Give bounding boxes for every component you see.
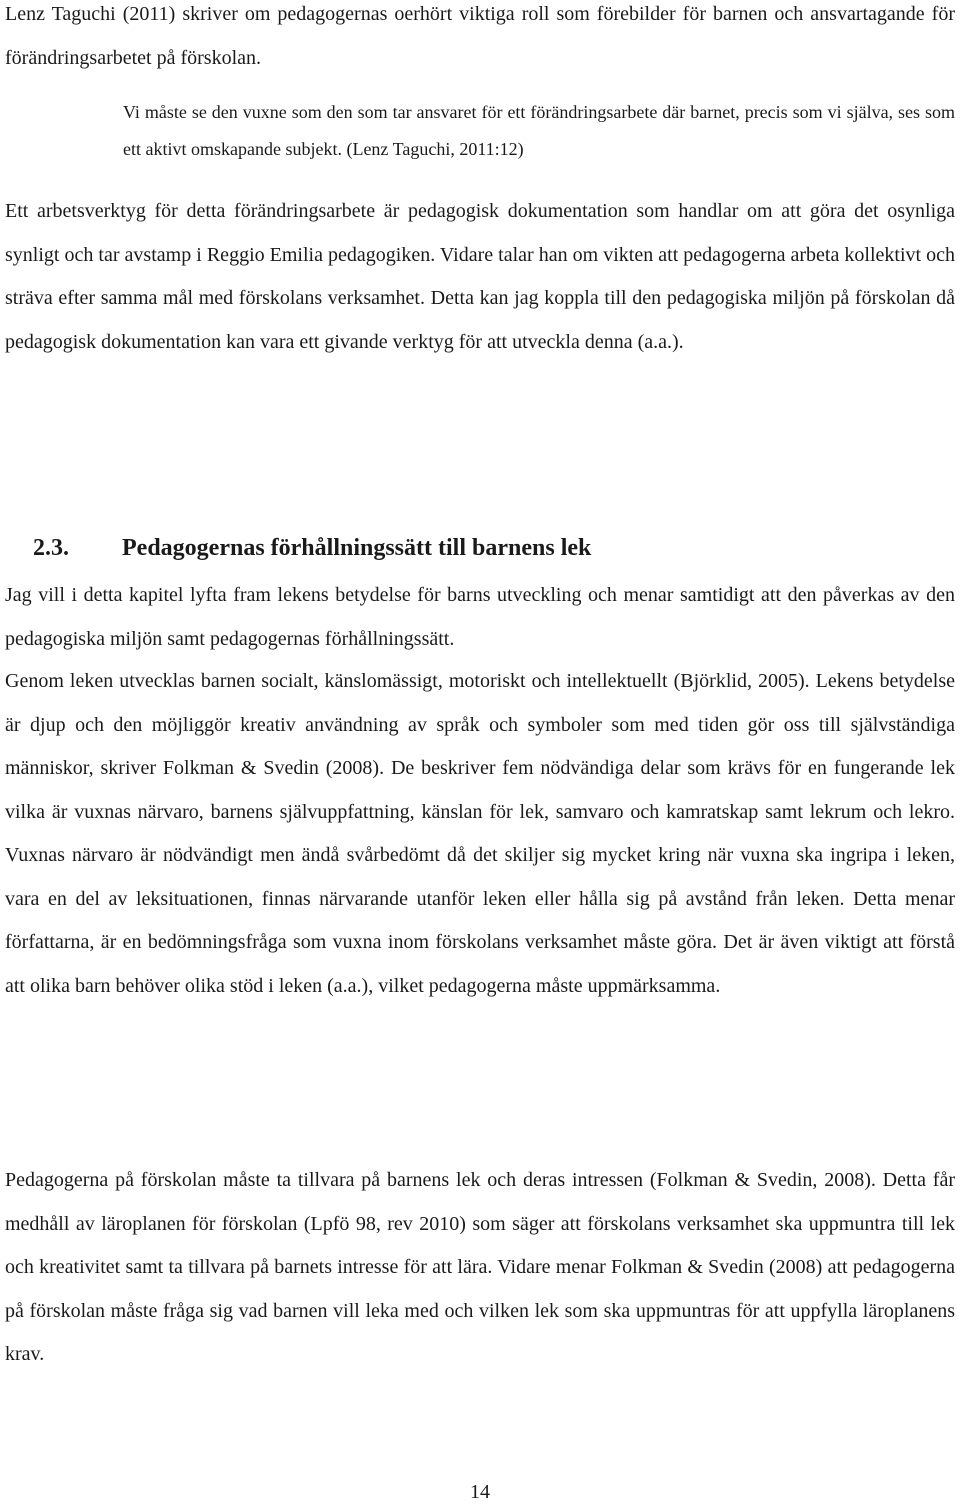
section-number: 2.3.	[33, 535, 69, 561]
paragraph-chapter-intro: Jag vill i detta kapitel lyfta fram lekens betydelse för barns utveckling och menar samtidigt att den påverkas av den pedagogiska miljön samt pedagogernas förhållningssätt.	[5, 584, 955, 650]
paragraph-curriculum: Pedagogerna på förskolan måste ta tillvara på barnens lek och deras intressen (Folkman & Svedin, 2008). Detta får medhåll av läroplanen för förskolan (Lpfö 98, rev 2010) som säger att förskolans verksamhet ska uppmuntra till lek och kreativitet samt ta tillvara på barnets intresse för att lära. Vidare menar Folkman & Svedin (2008) att pedagogerna på förskolan måste fråga sig vad barnen vill leka med och vilken lek som ska uppmuntras för att uppfylla läroplanens krav.	[5, 1169, 955, 1365]
paragraph-documentation: Ett arbetsverktyg för detta förändringsarbete är pedagogisk dokumentation som handlar om att göra det osynliga synligt och tar avstamp i Reggio Emilia pedagogiken. Vidare talar han om vikten att pedagogerna arbeta kollektivt och sträva efter samma mål med förskolans verksamhet. Detta kan jag koppla till den pedagogiska miljön på förskolan då pedagogisk dokumentation kan vara ett givande verktyg för att utveckla denna (a.a.).	[5, 200, 955, 353]
page-number: 14	[470, 1481, 490, 1503]
paragraph-play: Genom leken utvecklas barnen socialt, känslomässigt, motoriskt och intellektuellt (Björklid, 2005). Lekens betydelse är djup och den möjliggör kreativ användning av språk och symboler som med tiden gör oss till självständiga människor, skriver Folkman & Svedin (2008). De beskriver fem nödvändiga delar som krävs för en fungerande lek vilka är vuxnas närvaro, barnens självuppfattning, känslan för lek, samvaro och kamratskap samt lekrum och lekro. Vuxnas närvaro är nödvändigt men ändå svårbedömt då det skiljer sig mycket kring när vuxna ska ingripa i leken, vara en del av leksituationen, finnas närvarande utanför leken eller hålla sig på avstånd från leken. Detta menar författarna, är en bedömningsfråga som vuxna inom förskolans verksamhet måste göra. Det är även viktigt att förstå att olika barn behöver olika stöd i leken (a.a.), vilket pedagogerna måste uppmärksamma.	[5, 670, 955, 997]
section-heading	[33, 525, 591, 571]
quote-citation: (Lenz Taguchi, 2011:12)	[346, 139, 524, 159]
block-quote	[123, 94, 955, 168]
section-title: Pedagogernas förhållningssätt till barnens lek	[122, 535, 592, 561]
quote-text: Vi måste se den vuxne som den som tar ansvaret för ett förändringsarbete där barnet, precis som vi själva, ses som ett aktivt omskapande subjekt.	[123, 102, 955, 159]
paragraph-intro: Lenz Taguchi (2011) skriver om pedagogernas oerhört viktiga roll som förebilder för barnen och ansvartagande för förändringsarbetet på förskolan.	[5, 3, 955, 69]
